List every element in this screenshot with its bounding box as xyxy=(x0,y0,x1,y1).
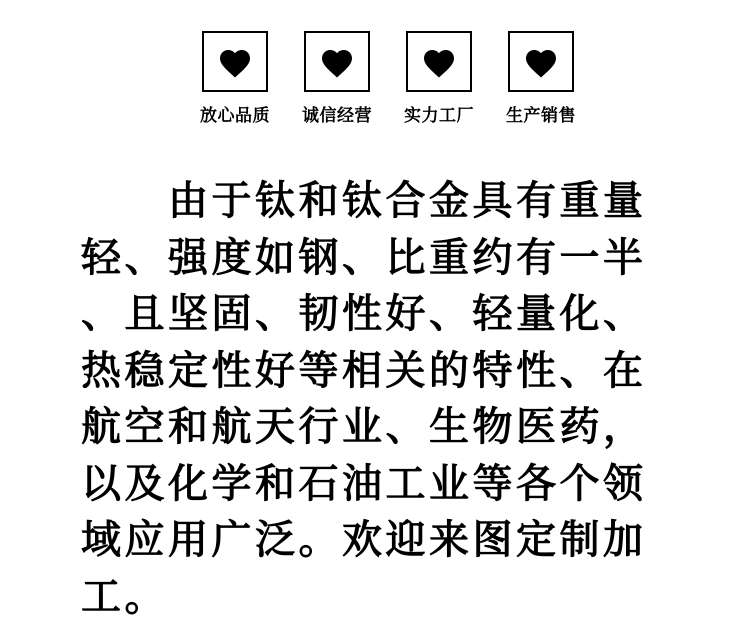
heart-icon xyxy=(319,45,355,79)
heart-icon xyxy=(217,45,253,79)
badge-label: 诚信经营 xyxy=(302,106,372,125)
badge-integrity xyxy=(303,31,371,126)
badge-label: 实力工厂 xyxy=(404,106,474,125)
description-line: 、且坚固、韧性好、轻量化、 xyxy=(81,292,647,336)
badge-box xyxy=(406,31,472,92)
description-line: 由于钛和钛合金具有重量 xyxy=(168,179,647,223)
description-line: 热稳定性好等相关的特性、在 xyxy=(81,348,647,393)
badge-label: 生产销售 xyxy=(506,106,576,125)
product-description xyxy=(0,173,750,625)
description-line: 工。 xyxy=(81,574,168,619)
badge-box xyxy=(508,31,574,92)
badge-sales xyxy=(507,31,575,126)
description-line: 航空和航天行业、生物医药， xyxy=(81,405,647,449)
badge-row xyxy=(0,0,750,126)
heart-icon xyxy=(523,45,559,79)
description-line: 轻、强度如钢、比重约有一半 xyxy=(81,235,647,280)
description-line: 域应用广泛。欢迎来图定制加 xyxy=(81,518,647,562)
badge-quality xyxy=(201,31,269,126)
badge-box xyxy=(304,31,370,92)
badge-factory xyxy=(405,31,473,126)
badge-box xyxy=(202,31,268,92)
badge-label: 放心品质 xyxy=(200,106,270,125)
description-line: 以及化学和石油工业等各个领 xyxy=(81,461,647,506)
heart-icon xyxy=(421,45,457,79)
